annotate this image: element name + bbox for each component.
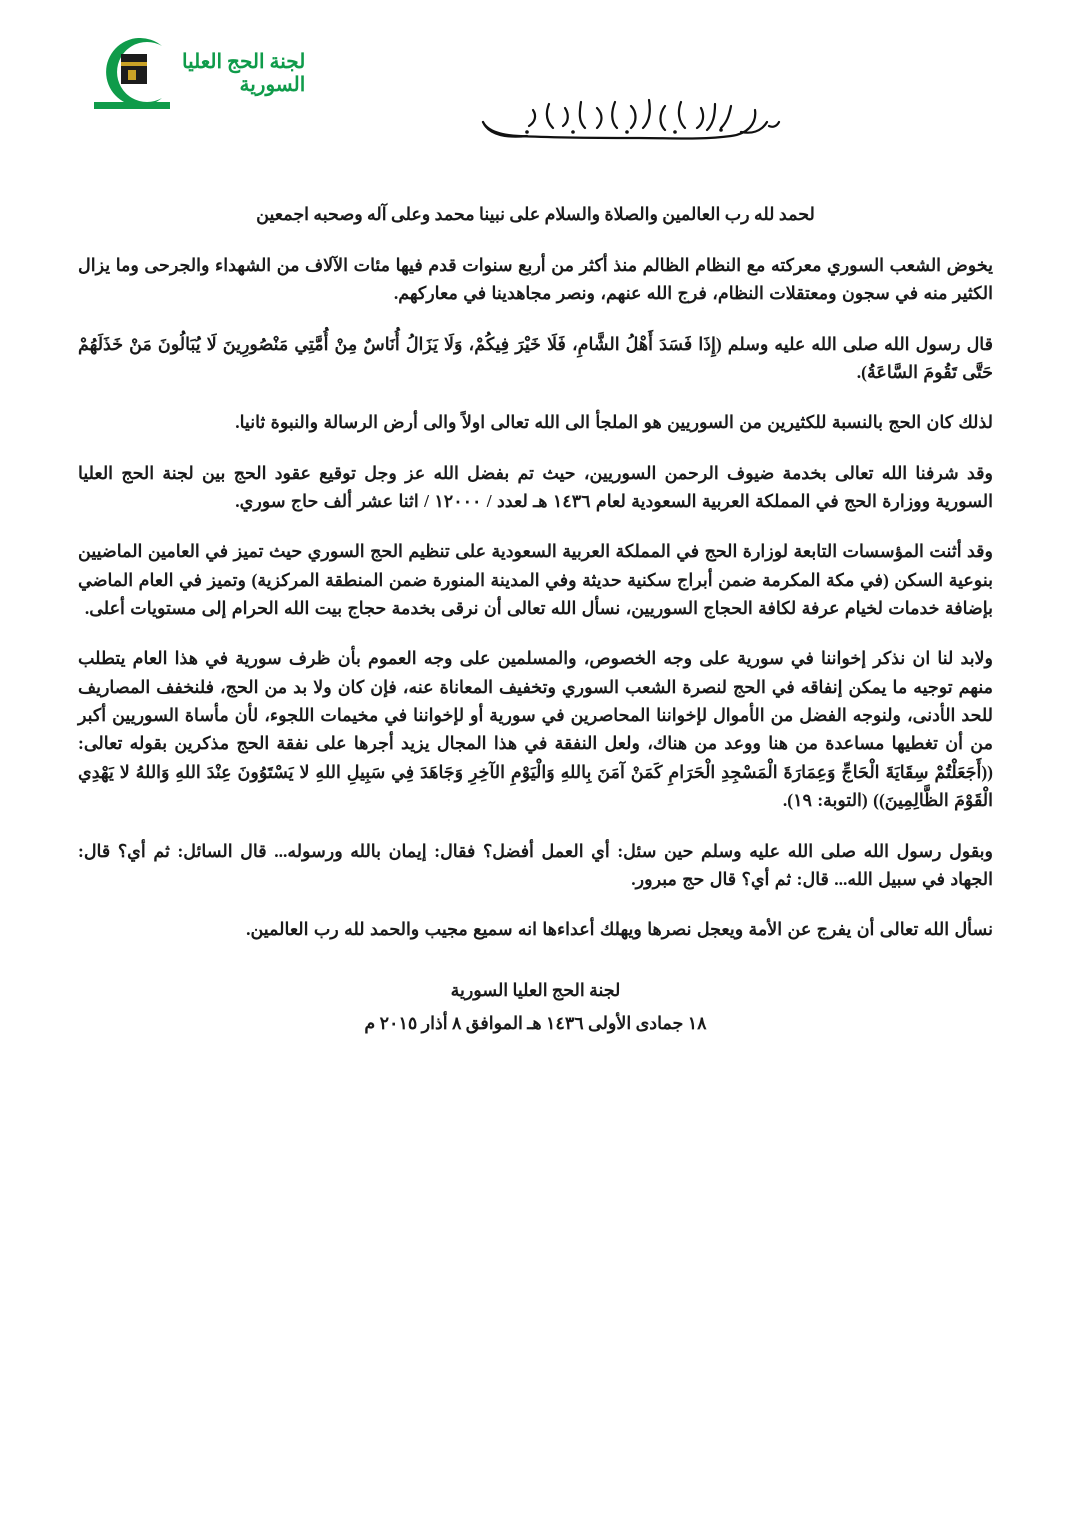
logo-text <box>182 51 305 97</box>
signature-block <box>78 974 993 1041</box>
document-header <box>78 30 993 170</box>
paragraph-1: يخوض الشعب السوري معركته مع النظام الظالم منذ أكثر من أربع سنوات قدم فيها مئات الآلاف من الشهداء والجرحى وما يزال الكثير منه في سجون ومعتقلات النظام، فرج الله عنهم، ونصر مجاهدينا في معاركهم. <box>78 255 993 304</box>
basmala-calligraphy-icon <box>305 92 953 159</box>
paragraph-7-hadith: وبقول رسول الله صلى الله عليه وسلم حين سئل: أي العمل أفضل؟ فقال: إيمان بالله ورسوله... قال السائل: ثم أي؟ قال: الجهاد في سبيل الله... قال: ثم أي؟ قال حج مبرور. <box>78 840 993 889</box>
signature-date: ١٨ جمادى الأولى ١٤٣٦ هـ الموافق ٨ أذار ٢٠١٥ م <box>364 1012 707 1033</box>
paragraph-3: لذلك كان الحج بالنسبة للكثيرين من السوريين هو الملجأ الى الله تعالى اولاً والى أرض الرسالة والنبوة ثانيا. <box>235 412 993 433</box>
logo-line-2: السورية <box>239 74 306 96</box>
logo-line-1: لجنة الحج العليا <box>182 51 306 73</box>
kaaba-crescent-logo-icon <box>84 38 172 110</box>
paragraph-4-contracts: وقد شرفنا الله تعالى بخدمة ضيوف الرحمن السوريين، حيث تم بفضل الله عز وجل توقيع عقود الحج بين لجنة الحج العليا السورية ووزارة الحج في المملكة العربية السعودية لعام ١٤٣٦ هـ لعدد / ١٢٠٠٠ / اثنا عشر ألف حاج سوري. <box>78 462 993 512</box>
signature-organization: لجنة الحج العليا السورية <box>450 979 621 1000</box>
paragraph-8-closing-dua: نسأل الله تعالى أن يفرج عن الأمة ويعجل نصرها ويهلك أعداءها انه سميع مجيب والحمد لله رب العالمين. <box>246 919 993 940</box>
salutation-line: لحمد لله رب العالمين والصلاة والسلام على نبينا محمد وعلى آله وصحبه اجمعين <box>256 204 815 224</box>
paragraph-6-appeal: ولابد لنا ان نذكر إخواننا في سورية على وجه الخصوص، والمسلمين على وجه العموم بأن ظرف سورية في هذا العام يتطلب منهم توجيه ما يمكن إنفاقه في الحج لنصرة الشعب السوري وتخفيف المعاناة عنه، فإن كان ولا بد من الحج، فلنخفف المصاريف للحد الأدنى، ولنوجه الفضل من الأموال لإخواننا المحاصرين في سورية أو لإخواننا في مخيمات اللجوء، لأن مأساة السوريين أكبر من أن تغطيها مساعدة من هنا ووعد من هناك، ولعل النفقة في هذا المجال يزيد أجرها على نفقة الحج مذكرين بقوله تعالى: ((أَجَعَلْتُمْ سِقَايَةَ الْحَاجِّ وَعِمَارَةَ الْمَسْجِدِ الْحَرَامِ كَمَنْ آمَنَ بِاللهِ وَالْيَوْمِ الآخِرِ وَجَاهَدَ فِي سَبِيلِ اللهِ لا يَسْتَوُونَ عِنْدَ اللهِ وَاللهُ لا يَهْدِي الْقَوْمَ الظَّالِمِينَ)) (التوبة: ١٩). <box>78 648 993 811</box>
organization-logo <box>84 38 305 110</box>
paragraph-5-accommodation: وقد أثنت المؤسسات التابعة لوزارة الحج في المملكة العربية السعودية على تنظيم الحج السوري حيث تميز في العامين الماضيين بنوعية السكن (في مكة المكرمة ضمن أبراج سكنية حديثة وفي المدينة المنورة ضمن المنطقة المركزية) وتميز في العام الماضي بإضافة خدمات لخيام عرفة لكافة الحجاج السوريين، نسأل الله تعالى أن نرقى بخدمة حجاج بيت الله الحرام إلى مستويات أعلى. <box>78 541 993 619</box>
paragraph-2-hadith: قال رسول الله صلى الله عليه وسلم (إِذَا فَسَدَ أَهْلُ الشَّامِ، فَلَا خَيْرَ فِيكُمْ، وَلَا يَزَالُ أُنَاسٌ مِنْ أُمَّتِي مَنْصُورِينَ لَا يُبَالُونَ مَنْ خَذَلَهُمْ حَتَّى تَقُومَ السَّاعَةُ). <box>78 333 993 383</box>
